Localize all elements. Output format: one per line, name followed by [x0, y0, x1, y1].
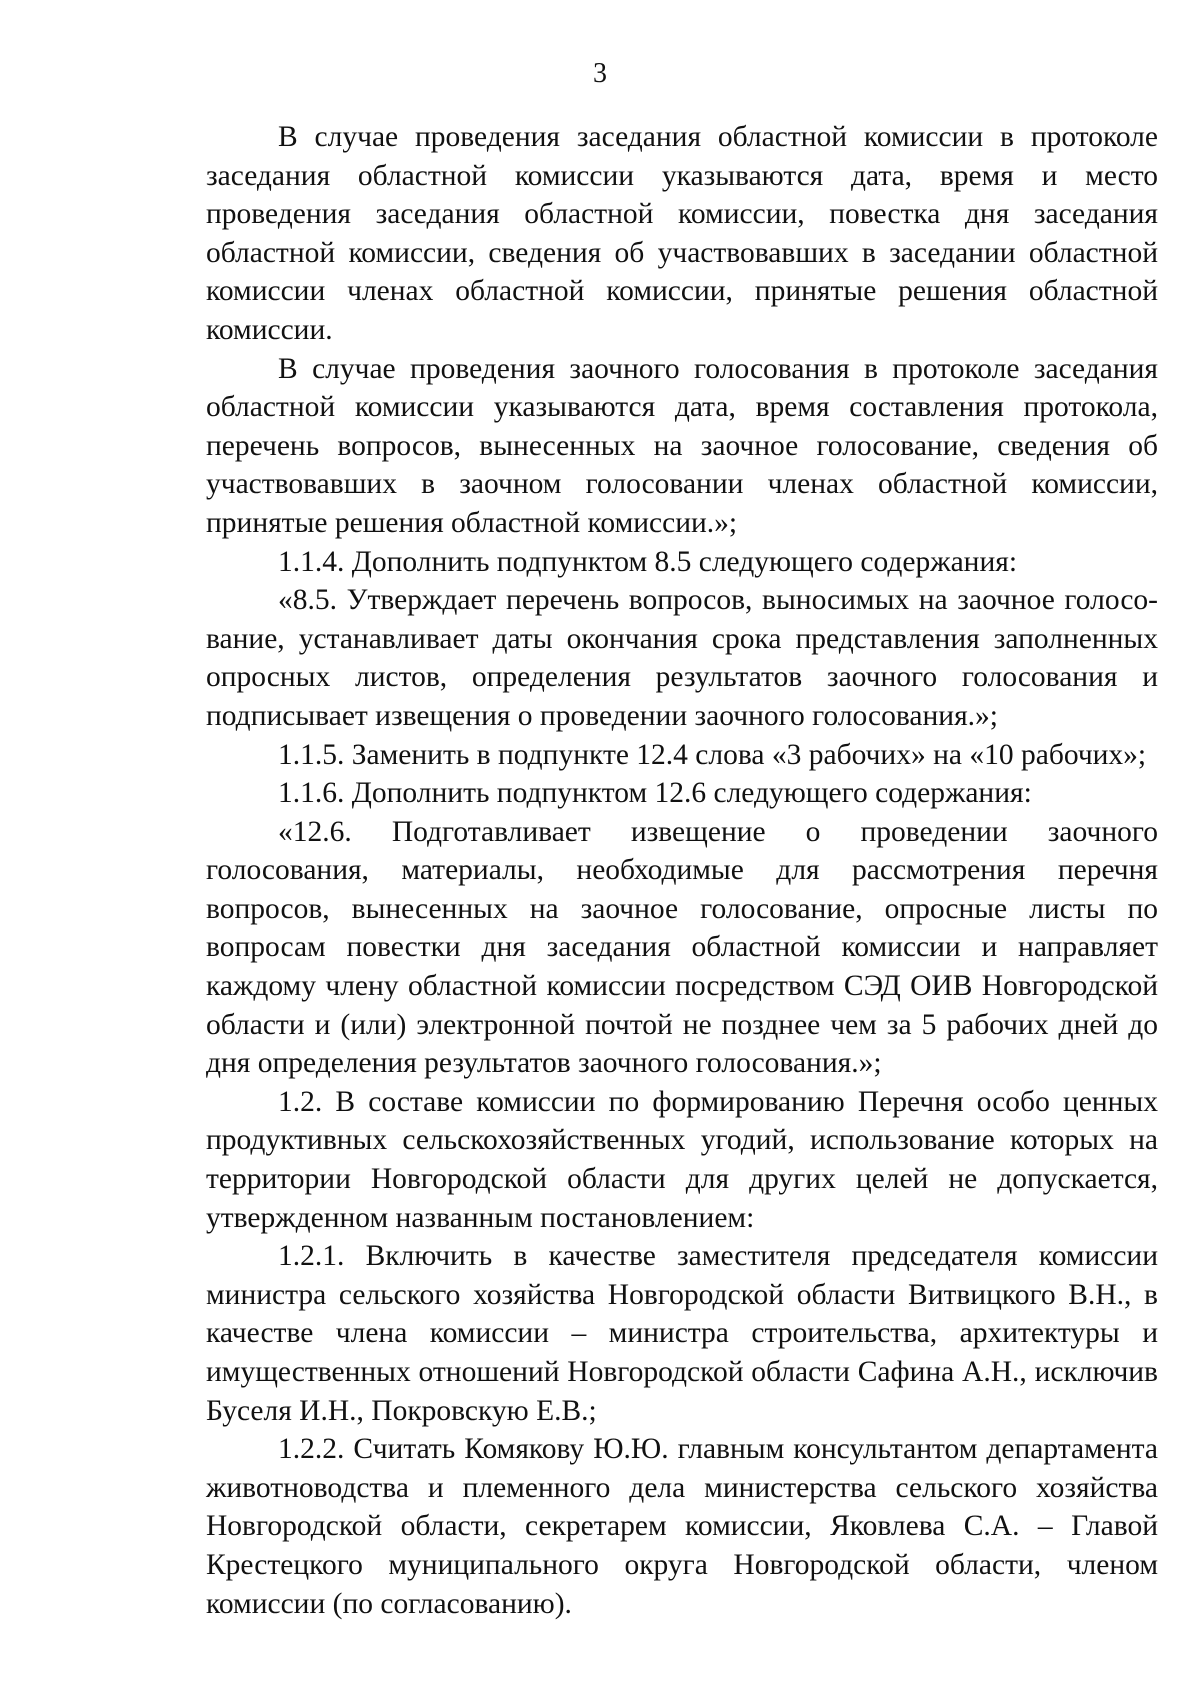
paragraph-8-5: «8.5. Утверждает перечень вопросов, выносимых на заочное голосование, устанавливает даты окончания срока представления заполненных опросных листов, определения результатов заочного голосования и подписывает извещения о проведении заочного голосования.»;: [206, 584, 1158, 732]
paragraph-1-1-5: 1.1.5. Заменить в подпункте 12.4 слова «3 рабочих» на «10 рабочих»;: [278, 738, 1147, 771]
page-number: 3: [593, 58, 607, 89]
paragraph-1-2-2: 1.2.2. Считать Комякову Ю.Ю. главным консультантом департамента животноводства и племенного дела министерства сельского хозяйства Новгородской области, секретарем комиссии, Яковлева С.А. – Главой Крестецкого муниципального округа Новгородской области, членом комиссии (по согласованию).: [206, 1433, 1158, 1620]
paragraph-12-6: «12.6. Подготавливает извещение о проведении заочного голосования, материалы, необходимые для рассмотрения перечня вопросов, вынесенных на заочное голосование, опросные листы по вопросам повестки дня заседания областной комиссии и направляет каждому члену областной комиссии посредством СЭД ОИВ Новгородской области и (или) электронной почтой не позднее чем за 5 рабочих дней до дня определения результатов заочного голосования.»;: [206, 815, 1158, 1080]
paragraph-1-1-4: 1.1.4. Дополнить подпунктом 8.5 следующего содержания:: [278, 545, 1018, 578]
paragraph-1-2: 1.2. В составе комиссии по формированию Перечня особо ценных продуктивных сельскохозяйственных угодий, использование которых на территории Новгородской области для других целей не допускается, утвержденном названным постановлением:: [206, 1085, 1158, 1234]
paragraph-1-2-1: 1.2.1. Включить в качестве заместителя председателя комиссии министра сельского хозяйства Новгородской области Витвицкого В.Н., в качестве члена комиссии – министра строительства, архитектуры и имущественных отношений Новгородской области Сафина А.Н., исключив Буселя И.Н., Покровскую Е.В.;: [206, 1240, 1158, 1427]
paragraph-absentee-vote-protocol: В случае проведения заочного голосования в протоколе заседания областной комиссии указываются дата, время составления протокола, перечень вопросов, вынесенных на заочное голосование, сведения об участвовавших в заочном голосовании членах областной комиссии, принятые решения областной комиссии.»;: [206, 352, 1158, 539]
paragraph-1-1-6: 1.1.6. Дополнить подпунктом 12.6 следующего содержания:: [278, 777, 1032, 810]
paragraph-meeting-protocol: В случае проведения заседания областной комиссии в протоколе заседания областной комиссии указываются дата, время и место проведения заседания областной комиссии, повестка дня заседания областной комиссии, сведения об участвовавших в заседании областной комиссии членах областной комиссии, принятые решения областной комиссии.: [206, 121, 1158, 346]
document-body: [206, 118, 1158, 1623]
